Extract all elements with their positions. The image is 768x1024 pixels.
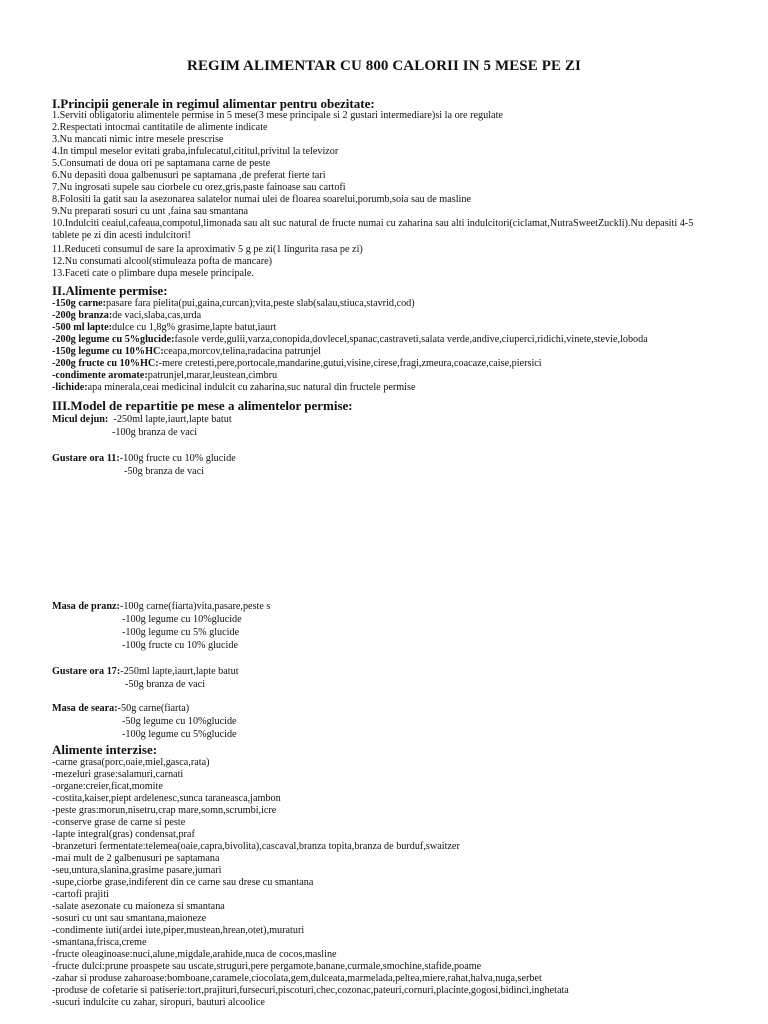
principle-item: 4.In timpul meselor evitati graba,infulecatul,cititul,privitul la televizor — [52, 146, 339, 157]
allowed-food-text: -mere cretesti,pere,portocale,mandarine,gutui,visine,cirese,fragi,zmeura,coacaze,caise,piersici — [158, 358, 542, 369]
allowed-food-item — [52, 358, 542, 370]
allowed-food-label: -200g branza: — [52, 310, 113, 321]
principle-item: 10.Indulciti ceaiul,cafeaua,compotul,limonada sau alt suc natural de fructe numai cu zaharina sau alti indulcitori(ciclamat,NutraSweetZuckli).Nu depasiti 4-5 tablete pe zi din acesti indulcitori! — [52, 218, 694, 241]
meal-line: -250ml lapte,iaurt,lapte batut — [113, 414, 232, 425]
allowed-food-label: -condimente aromate: — [52, 370, 148, 381]
allowed-food-label: -150g carne: — [52, 298, 107, 309]
forbidden-food-item: -costita,kaiser,piept ardelenesc,sunca taraneasca,jambon — [52, 793, 281, 804]
allowed-food-label: -500 ml lapte: — [52, 322, 112, 333]
forbidden-food-item: -sosuri cu unt sau smantana,maioneze — [52, 913, 207, 924]
meal-label: Micul dejun: — [52, 414, 109, 425]
section4-heading: Alimente interzise: — [52, 742, 158, 757]
forbidden-food-item: -produse de cofetarie si patiserie:tort,prajituri,fursecuri,piscoturi,chec,cozonac,pateuri,cornuri,placinte,gogosi,bidinci,inghetata — [52, 985, 569, 996]
allowed-food-item — [52, 298, 415, 310]
allowed-food-text: dulce cu 1,8g% grasime,lapte batut,iaurt — [111, 322, 277, 333]
meal-row — [52, 601, 270, 613]
document-title: REGIM ALIMENTAR CU 800 CALORII IN 5 MESE PE ZI — [187, 58, 581, 74]
meal-line: -100g legume cu 5% glucide — [122, 627, 240, 638]
meal-row — [52, 703, 189, 715]
forbidden-food-item: -sucuri indulcite cu zahar, siropuri, bauturi alcoolice — [52, 997, 265, 1008]
principle-item: 6.Nu depasiti doua galbenusuri pe saptamana ,de preferat fierte tari — [52, 170, 326, 181]
forbidden-food-item: -branzeturi fermentate:telemea(oaie,capra,bivolita),cascaval,branza topita,branza de burduf,swaitzer — [52, 841, 460, 852]
meal-label: Masa de seara: — [52, 703, 118, 714]
principle-item: 2.Respectati intocmai cantitatile de alimente indicate — [52, 122, 268, 133]
meal-label: Gustare ora 11: — [52, 453, 120, 464]
allowed-food-item — [52, 370, 277, 382]
meal-line: -100g fructe cu 10% glucide — [122, 640, 238, 651]
forbidden-food-item: -seu,untura,slanina,grasime pasare,jumari — [52, 865, 222, 876]
principle-item: 12.Nu consumati alcool(stimuleaza pofta de mancare) — [52, 256, 273, 267]
allowed-food-label: -200g fructe cu 10%HC: — [52, 358, 159, 369]
allowed-food-label: -150g legume cu 10%HC: — [52, 346, 164, 357]
forbidden-food-item: -peste gras:morun,nisetru,crap mare,somn,scrumbi,icre — [52, 805, 277, 816]
allowed-food-item — [52, 310, 201, 322]
meal-line: -50g branza de vaci — [124, 466, 205, 477]
forbidden-food-item: -supe,ciorbe grase,indiferent din ce carne sau drese cu smantana — [52, 877, 314, 888]
section3-heading: III.Model de repartitie pe mese a alimentelor permise: — [52, 398, 353, 413]
forbidden-food-item: -mai mult de 2 galbenusuri pe saptamana — [52, 853, 220, 864]
allowed-food-item — [52, 322, 276, 334]
principle-item: 7.Nu ingrosati supele sau ciorbele cu orez,gris,paste fainoase sau cartofi — [52, 182, 346, 193]
allowed-food-text: de vaci,slaba,cas,urda — [112, 310, 202, 321]
meal-line: -100g legume cu 5%glucide — [122, 729, 237, 740]
allowed-food-text: pasare fara pielita(pui,gaina,curcan);vita,peste slab(salau,stiuca,stavrid,cod) — [106, 298, 415, 309]
allowed-food-text: patrunjel,marar,leustean,cimbru — [147, 370, 278, 381]
forbidden-food-item: -mezeluri grase:salamuri,carnati — [52, 769, 184, 780]
meal-line: -100g carne(fiarta)vita,pasare,peste s — [119, 601, 271, 612]
forbidden-food-item: -condimente iuti(ardei iute,piper,mustean,hrean,otet),muraturi — [52, 925, 305, 936]
forbidden-food-item: -smantana,frisca,creme — [52, 937, 147, 948]
allowed-food-text: apa minerala,ceai medicinal indulcit cu zaharina,suc natural din fructele permise — [87, 382, 416, 393]
allowed-food-label: -lichide: — [52, 382, 88, 393]
forbidden-food-item: -conserve grase de carne si peste — [52, 817, 186, 828]
principle-item: 5.Consumati de doua ori pe saptamana carne de peste — [52, 158, 271, 169]
forbidden-food-item: -fructe dulci:prune proaspete sau uscate,struguri,pere pergamote,banane,curmale,smochine,stafide,poame — [52, 961, 482, 972]
meal-line: -100g fructe cu 10% glucide — [119, 453, 236, 464]
principle-item: 1.Serviti obligatoriu alimentele permise in 5 mese(3 mese principale si 2 gustari intermediare)si la ore regulate — [52, 110, 503, 121]
section1-heading: I.Principii generale in regimul alimentar pentru obezitate: — [52, 96, 375, 111]
allowed-food-label: -200g legume cu 5%glucide: — [52, 334, 175, 345]
allowed-food-text: fasole verde,gulii,varza,conopida,dovlecel,spanac,castraveti,salata verde,andive,ciuperci,ridichi,vinete,stevie,loboda — [174, 334, 648, 345]
forbidden-food-item: -lapte integral(gras) condensat,praf — [52, 829, 195, 840]
meal-line: -250ml lapte,iaurt,lapte batut — [120, 666, 239, 677]
meal-line: -100g legume cu 10%glucide — [122, 614, 242, 625]
meal-line: -100g branza de vaci — [112, 427, 198, 438]
principle-item: 11.Reduceti consumul de sare la aproximativ 5 g pe zi(1 lingurita rasa pe zi) — [52, 244, 363, 255]
meal-row — [52, 453, 236, 465]
forbidden-food-item: -zahar si produse zaharoase:bomboane,caramele,ciocolata,gem,dulceata,marmelada,peltea,miere,rahat,halva,nuga,serbet — [52, 973, 542, 984]
allowed-food-item — [52, 334, 648, 346]
meal-label: Masa de pranz: — [52, 601, 120, 612]
principle-item: 9.Nu preparati sosuri cu unt ,faina sau smantana — [52, 206, 249, 217]
section2-heading: II.Alimente permise: — [52, 283, 168, 298]
meal-line: -50g carne(fiarta) — [117, 703, 190, 714]
meal-row — [52, 414, 232, 426]
principle-item: 3.Nu mancati nimic intre mesele prescrise — [52, 134, 224, 145]
meal-line: -50g branza de vaci — [125, 679, 206, 690]
allowed-food-text: ceapa,morcov,telina,radacina patrunjel — [163, 346, 321, 357]
forbidden-food-item: -cartofi prajiti — [52, 889, 109, 900]
meal-row — [52, 666, 239, 678]
forbidden-food-item: -carne grasa(porc,oaie,miel,gasca,rata) — [52, 757, 210, 768]
allowed-food-item — [52, 382, 415, 394]
principle-item: 8.Folositi la gatit sau la asezonarea salatelor numai ulei de floarea soarelui,porumb,soia sau de masline — [52, 194, 471, 205]
forbidden-food-item: -fructe oleaginoase:nuci,alune,migdale,arahide,nuca de cocos,masline — [52, 949, 337, 960]
forbidden-food-item: -organe:creier,ficat,momite — [52, 781, 163, 792]
principle-item: 13.Faceti cate o plimbare dupa mesele principale. — [52, 268, 254, 279]
allowed-food-item — [52, 346, 321, 358]
forbidden-food-item: -salate asezonate cu maioneza si smantana — [52, 901, 225, 912]
meal-label: Gustare ora 17: — [52, 666, 121, 677]
meal-line: -50g legume cu 10%glucide — [122, 716, 237, 727]
